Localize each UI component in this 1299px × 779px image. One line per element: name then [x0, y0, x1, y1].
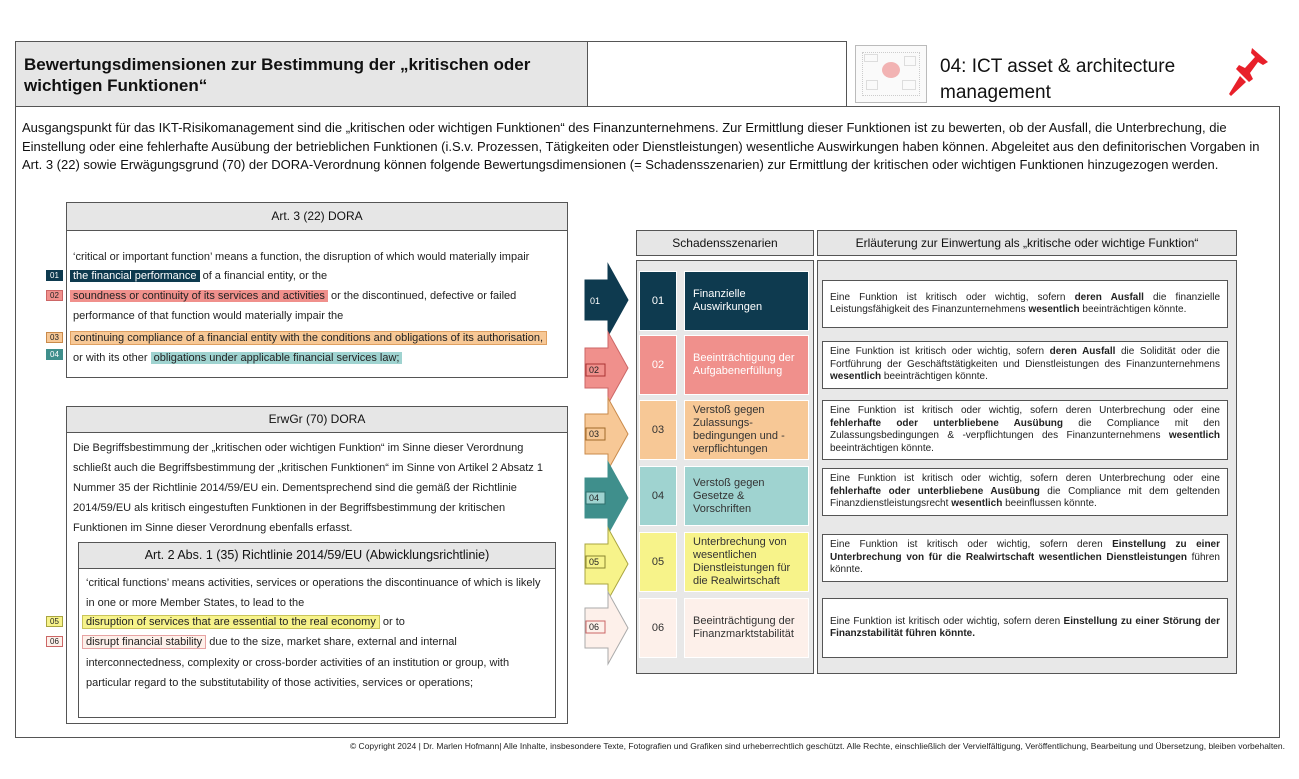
arrow-02 — [585, 332, 628, 404]
header-explanation: Erläuterung zur Einwertung als „kritische oder wichtige Funktion“ — [817, 230, 1237, 256]
scenario-06-label: Beeinträchtigung der Finanzmarktstabilität — [684, 598, 809, 658]
art3-heading: Art. 3 (22) DORA — [66, 202, 568, 231]
highlight-04: obligations under applicable financial services law; — [151, 352, 403, 364]
pushpin-icon — [1222, 46, 1272, 100]
erwgr-line-2: schließt auch die Begriffsbestimmung der „kritischen Funktionen“ im Sinne von Artikel 2 Absatz 1 — [73, 462, 543, 474]
tag-04: 04 — [46, 349, 63, 360]
explanation-06: Eine Funktion ist kritisch oder wichtig, sofern deren Einstellung zu einer Störung der Finanzstabilität führen könnte. — [822, 598, 1228, 658]
module-title: 04: ICT asset & architecture management — [940, 56, 1176, 103]
scenario-05-label: Unterbrechung von wesentlichen Dienstleistungen für die Realwirtschaft — [684, 532, 809, 592]
intro-paragraph: Ausgangspunkt für das IKT-Risikomanagement sind die „kritischen oder wichtigen Funktionen“ des Finanzunternehmens. Zur Ermittlung dieser Funktionen ist zu bewerten, ob der Ausfall, die Unterbrechung, die Einstellung oder eine fehlerhafte Ausübung der betrieblichen Funktionen (i.S.v. Prozessen, Tätigkeiten oder Dienstleistungen) wesentliche Auswirkungen haben können. Abgeleitet aus den definitorischen Vorgaben in Art. 3 (22) sowie Erwägungsgrund (70) der DORA-Verordnung können folgende Bewertungsdimensionen (= Schadensszenarien) zur Ermittlung der kritischen oder wichtigen Funktionen hinzugezogen werden. — [22, 120, 1260, 173]
tag-01: 01 — [46, 270, 63, 281]
art3-line-2: the financial performance of a financial entity, or the — [70, 266, 327, 286]
page-title: Bewertungsdimensionen zur Bestimmung der „kritischen oder wichtigen Funktionen“ — [24, 55, 531, 95]
art3-line-6: or with its other obligations under applicable financial services law; — [73, 348, 402, 368]
art3-line-1: ‘critical or important function’ means a function, the disruption of which would materially impair — [73, 251, 530, 263]
brrd-line-5: interconnectedness, complexity or cross-border activities of an institution or group, with — [86, 657, 510, 669]
explanation-02: Eine Funktion ist kritisch oder wichtig, sofern deren Ausfall die Solidität oder die Fortführung der Geschäftstätigkeiten und Dienstleistungen des Finanzunternehmens wesentlich beeinträchtigen könnte. — [822, 341, 1228, 389]
svg-text:03: 03 — [589, 429, 600, 439]
highlight-05: disruption of services that are essential to the real economy — [82, 615, 380, 629]
svg-text:04: 04 — [589, 493, 600, 503]
scenario-04-label: Verstoß gegen Gesetze & Vorschriften — [684, 466, 809, 526]
scenario-02-number: 02 — [639, 335, 677, 395]
svg-text:02: 02 — [589, 365, 600, 375]
highlight-06: disrupt financial stability — [82, 635, 206, 649]
highlight-03: continuing compliance of a financial entity with the conditions and obligations of its authorisation, — [70, 331, 547, 345]
arrow-03 — [585, 398, 628, 470]
arrow-05 — [585, 528, 628, 600]
scenario-03-number: 03 — [639, 400, 677, 460]
tag-03: 03 — [46, 332, 63, 343]
erwgr-line-1: Die Begriffsbestimmung der „kritischen oder wichtigen Funktion“ im Sinne dieser Verordnung — [73, 442, 524, 454]
scenario-06-number: 06 — [639, 598, 677, 658]
explanation-04: Eine Funktion ist kritisch oder wichtig, sofern deren Unterbrechung oder eine fehlerhafte oder unterbliebene Ausübung die Compliance mit dem geltenden Finanzdienstleistungsrecht wesentlich beeinflussen könnte. — [822, 468, 1228, 516]
title-box — [15, 41, 588, 107]
brrd-line-2: in one or more Member States, to lead to the — [86, 597, 305, 609]
scenario-03-label: Verstoß gegen Zulassungs-bedingungen und -verpflichtungen — [684, 400, 809, 460]
scenario-arrows — [584, 262, 630, 674]
tag-06: 06 — [46, 636, 63, 647]
header-scenarios: Schadensszenarien — [636, 230, 814, 256]
svg-text:01: 01 — [590, 296, 601, 306]
erwgr-heading: ErwGr (70) DORA — [66, 406, 568, 433]
highlight-02: soundness or continuity of its services and activities — [70, 290, 328, 302]
scenario-04-number: 04 — [639, 466, 677, 526]
brrd-line-1: ‘critical functions’ means activities, services or operations the discontinuance of which is likely — [86, 577, 541, 589]
explanation-05: Eine Funktion ist kritisch oder wichtig, sofern deren Einstellung zu einer Unterbrechung von für die Realwirtschaft wesentlichen Dienstleistungen führen könnte. — [822, 534, 1228, 582]
scenario-05-number: 05 — [639, 532, 677, 592]
arrow-01 — [585, 264, 628, 336]
erwgr-line-5: Funktionen im Sinne dieser Verordnung ebenfalls erfasst. — [73, 522, 353, 534]
explanation-01: Eine Funktion ist kritisch oder wichtig, sofern deren Ausfall die finanzielle Leistungsfähigkeit des Finanzunternehmens wesentlich beeinträchtigen könnte. — [822, 280, 1228, 328]
art3-line-3: soundness or continuity of its services and activities or the discontinued, defective or failed — [70, 286, 516, 306]
highlight-01: the financial performance — [70, 270, 200, 282]
explanation-03: Eine Funktion ist kritisch oder wichtig, sofern deren Unterbrechung oder eine fehlerhafte oder unterbliebene Ausübung die Compliance mit den Zulassungsbedingungen & -verpflichtungen des Finanzunternehmens wesentlich beeinträchtigen könnte. — [822, 400, 1228, 460]
scenario-01-label: Finanzielle Auswirkungen — [684, 271, 809, 331]
brrd-line-3: disruption of services that are essential to the real economy or to — [82, 612, 405, 632]
slide-thumbnail-icon — [855, 45, 927, 103]
arrow-06 — [585, 592, 628, 664]
brrd-heading: Art. 2 Abs. 1 (35) Richtlinie 2014/59/EU (Abwicklungsrichtlinie) — [78, 542, 556, 569]
erwgr-line-3: Nummer 35 der Richtlinie 2014/59/EU ein. Dementsprechend sind die gemäß der Richtlinie — [73, 482, 517, 494]
arrow-04 — [585, 462, 628, 534]
brrd-line-4: disrupt financial stability due to the size, market share, external and internal — [82, 632, 457, 652]
scenario-02-label: Beeinträchtigung der Aufgabenerfüllung — [684, 335, 809, 395]
copyright-notice: © Copyright 2024 | Dr. Marlen Hofmann| Alle Inhalte, insbesondere Texte, Fotografien und Grafiken sind urheberrechtlich geschützt. Alle Rechte, einschließlich der Vervielfältigung, Veröffentlichung, Bearbeitung und Übersetzung, bleiben vorbehalten. — [349, 741, 1285, 751]
scenario-01-number: 01 — [639, 271, 677, 331]
tag-05: 05 — [46, 616, 63, 627]
erwgr-line-4: 2014/59/EU als kritisch eingestuften Funktionen in der Begriffsbestimmung der kritischen — [73, 502, 506, 514]
svg-text:06: 06 — [589, 622, 600, 632]
svg-text:05: 05 — [589, 557, 600, 567]
art3-line-4: performance of that function would materially impair the — [73, 310, 344, 322]
brrd-line-6: particular regard to the substitutability of those activities, services or operations; — [86, 677, 474, 689]
art3-line-5 — [70, 328, 547, 348]
tag-02: 02 — [46, 290, 63, 301]
